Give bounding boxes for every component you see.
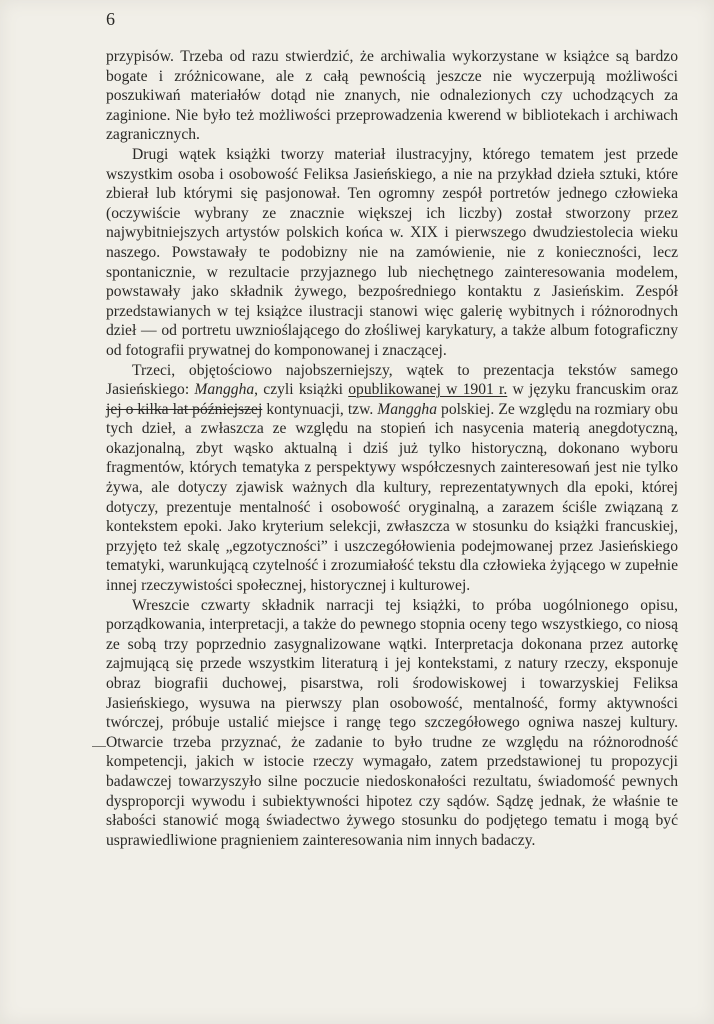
text-run: w języku francuskim oraz bbox=[507, 381, 678, 399]
text-run: opublikowanej w 1901 r. bbox=[348, 381, 508, 399]
text-run: jej o kilka lat późniejszej bbox=[106, 400, 263, 418]
text-run: Trzeci, objętościowo najobszerniejszy, wątek to prezentacja tekstów samego Jasieńskiego: bbox=[106, 361, 678, 399]
text-run: Wreszcie czwarty składnik narracji tej książki, to próba uogólnionego opisu, porządkowania, interpretacji, a także do pewnego stopnia oceny tego wszystkiego, co niosą ze sobą trzy poprzednio zasygnalizowane wątki. Interpretacja dokonana przez autorkę zajmującą się przede wszystkim literaturą i jej kontekstami, z natury rzeczy, eksponuje obraz biografii duchowej, pisarstwa, roli środowiskowej i towarzyskiej Feliksa Jasieńskiego, wysuwa na pierwszy plan osobowość, mentalność, formy aktywności twórczej, próbuje ustalić miejsce i rangę tego szczegółowego ogniwa naszej kultury. Otwarcie trzeba przyznać, że zadanie to było trudne ze względu na różnorodność kompetencji, jakich w istocie rzeczy wymagało, zatem przedstawionej tu propozycji badawczej towarzyszyło silne poczucie niedoskonałości rezultatu, świadomość pewnych dysproporcji wywodu i subiektywności hipotez czy sądów. Sądzę jednak, że właśnie te słabości stanowić mogą świadectwo żywego stosunku do podjętego tematu i mogą być usprawiedliwione pragnieniem zainteresowania nim innych badaczy. bbox=[106, 596, 678, 849]
text-run: Manggha bbox=[194, 381, 255, 399]
text-run: kontynuacji, tzw. bbox=[262, 400, 378, 418]
text-run: przypisów. Trzeba od razu stwierdzić, że archiwalia wykorzystane w książce są bardzo bogate i zróżnicowane, ale z całą pewnością jeszcze nie wyczerpują możliwości poszukiwań materiałów dotąd nie znanych, nie odnalezionych czy uchodzących za zaginione. Nie było też możliwości przeprowadzenia kwerend w bibliotekach i archiwach zagranicznych. bbox=[106, 48, 678, 144]
document-body bbox=[106, 47, 678, 850]
margin-pencil-mark bbox=[92, 746, 106, 747]
text-run: Manggha bbox=[377, 400, 438, 418]
paragraph-3 bbox=[106, 361, 678, 596]
text-run: Drugi wątek książki tworzy materiał ilustracyjny, którego tematem jest przede wszystkim osoba i osobowość Feliksa Jasieńskiego, a nie na przykład dzieła sztuki, które zbierał lub którymi się pasjonował. Ten ogromny zespół portretów jednego człowieka (oczywiście wybrany ze znacznie większej ich liczby) został stworzony przez najwybitniejszych artystów polskich końca w. XIX i pierwszego dwudziestolecia wieku naszego. Powstawały te podobizny nie na zamówienie, nie z konieczności, lecz spontanicznie, w rezultacie przyjaznego lub niechętnego zainteresowania modelem, powstawały jako składnik żywego, bezpośredniego kontaktu z Jasieńskim. Zespół przedstawianych w tej książce ilustracji stanowi więc galerię wybitnych i różnorodnych dzieł — od portretu uwznioślającego do złośliwej karykatury, a także album fotograficzny od fotografii prywatnej do komponowanej i znaczącej. bbox=[106, 145, 678, 359]
text-run: polskiej. Ze względu na rozmiary obu tych dzieł, a zwłaszcza ze względu na stopień ich nasycenia materią anegdotyczną, okazjonalną, zbyt wąsko aktualną i dziś już tylko historyczną, dokonano wyboru fragmentów, których tematyka z perspektywy współczesnych zainteresowań jest nie tylko żywa, ale dotyczy zjawisk ważnych dla kultury, reprezentatywnych dla epoki, której dotyczy, prezentuje mentalność i osobowość oryginalną, a zarazem ściśle związaną z kontekstem epoki. Jako kryterium selekcji, zwłaszcza w stosunku do książki francuskiej, przyjęto też skalę „egzotyczności” i uszczegółowienia podejmowanej przez Jasieńskiego tematyki, warunkującą czytelność i zrozumiałość tekstu dla człowieka żyjącego w zupełnie innej rzeczywistości społecznej, historycznej i kulturowej. bbox=[106, 400, 678, 595]
paragraph-4 bbox=[106, 596, 678, 851]
paragraph-2 bbox=[106, 145, 678, 361]
paragraph-1 bbox=[106, 47, 678, 145]
page-number: 6 bbox=[106, 9, 115, 29]
text-run: , czyli książki bbox=[254, 381, 349, 399]
